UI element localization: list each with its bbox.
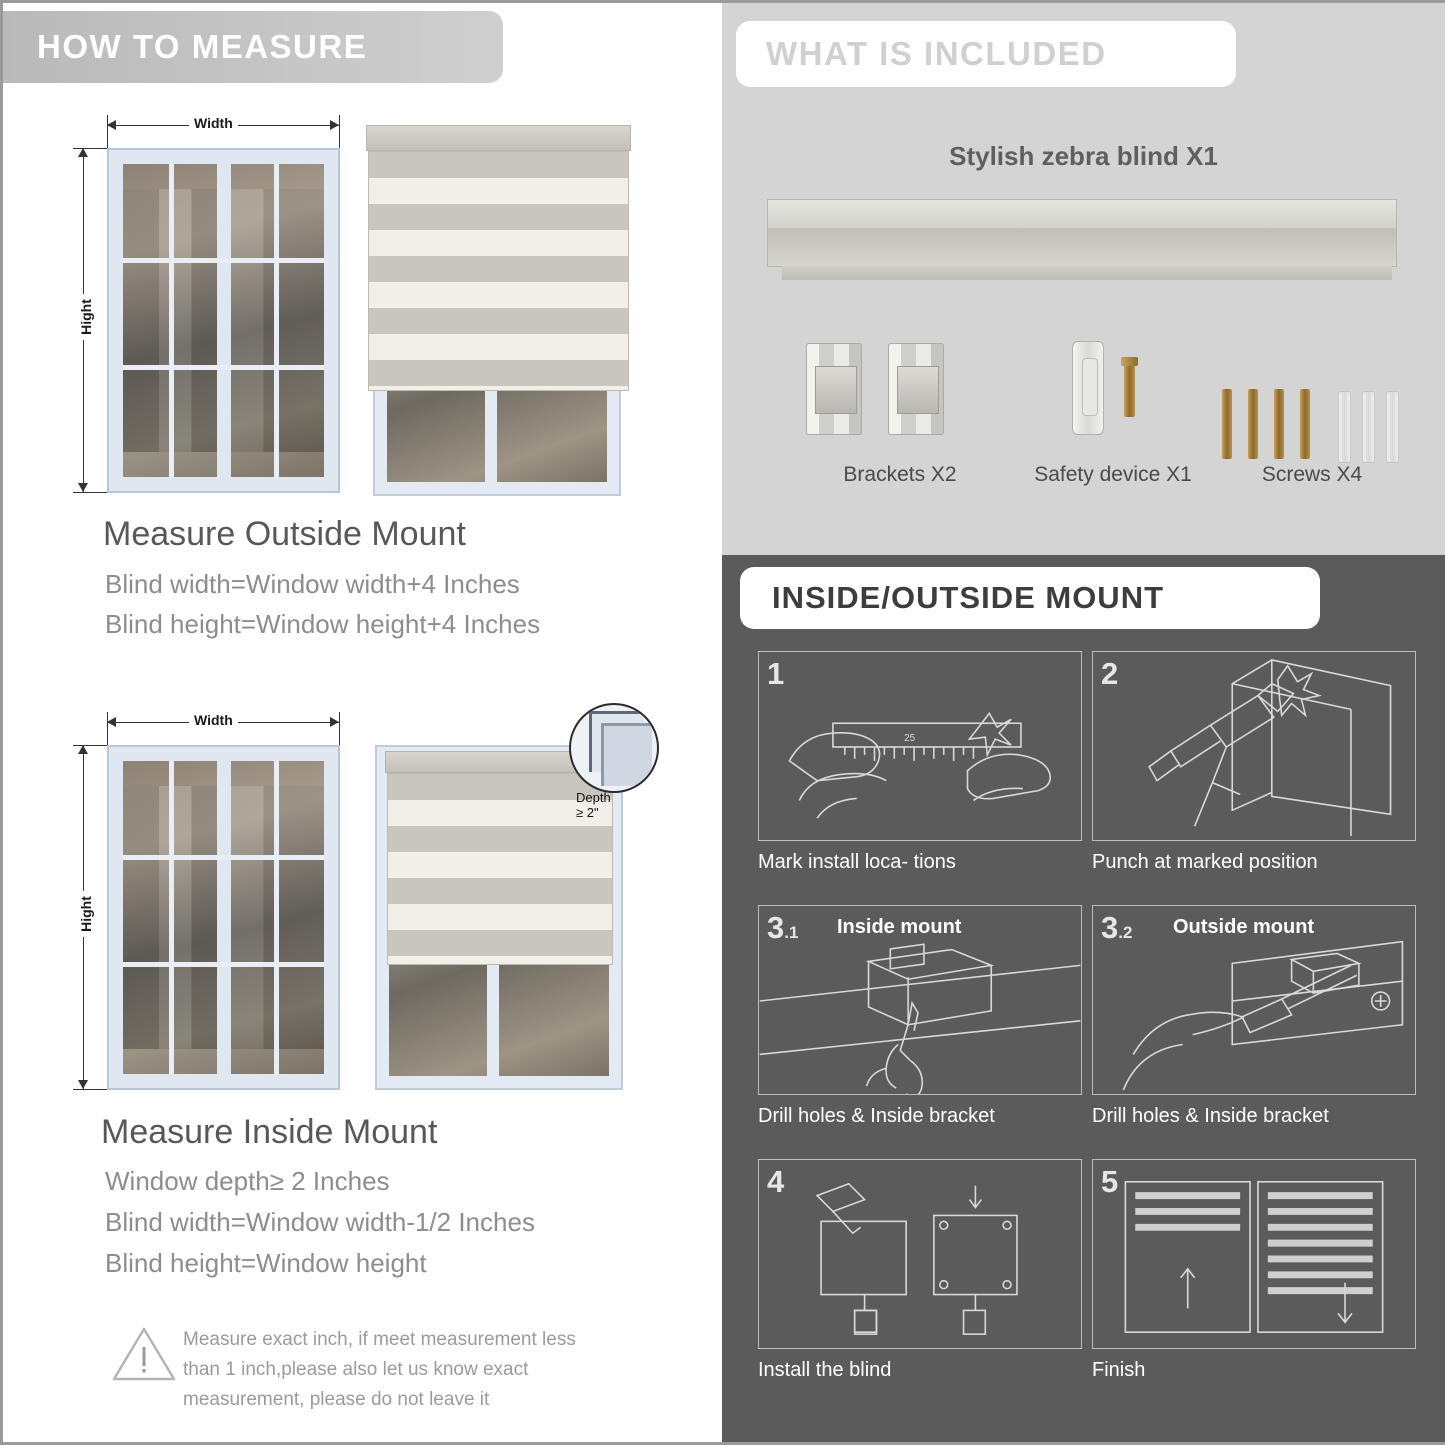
step-card-5 — [1092, 1159, 1416, 1349]
outside-window-mullion-v2 — [274, 164, 279, 477]
step-3-1-inline-label: Inside mount — [837, 916, 962, 938]
step-5-caption: Finish — [1092, 1359, 1146, 1381]
inside-outside-mount-title-text: INSIDE/OUTSIDE MOUNT — [772, 580, 1165, 615]
bracket-icon-1 — [806, 343, 862, 435]
step-1-sketch-measure-and-mark — [759, 652, 1081, 840]
step-card-1 — [758, 651, 1082, 841]
wall-anchor-icon-3 — [1386, 391, 1399, 463]
inside-height-arrow-up — [78, 745, 88, 754]
step-3-2-inline-label: Outside mount — [1173, 916, 1315, 938]
outside-height-tick-top — [73, 148, 107, 149]
inside-mount-line-1: Window depth≥ 2 Inches — [105, 1166, 390, 1196]
safety-device-caption: Safety device X1 — [1034, 463, 1192, 486]
brackets-part — [800, 343, 1000, 443]
how-to-measure-panel — [3, 3, 719, 1442]
outside-blind-headrail — [366, 125, 631, 151]
outside-height-arrow-up — [78, 148, 88, 157]
inside-width-tick-right — [339, 712, 340, 746]
screws-caption: Screws X4 — [1261, 463, 1363, 486]
how-to-measure-title-text: HOW TO MEASURE — [37, 28, 368, 65]
warning-line-1: Measure exact inch, if meet measurement less — [183, 1329, 576, 1350]
outside-mount-heading: Measure Outside Mount — [103, 515, 466, 553]
step-3-2-caption: Drill holes & Inside bracket — [1092, 1105, 1329, 1127]
step-4-caption: Install the blind — [758, 1359, 892, 1381]
outside-width-arrow-left — [107, 120, 116, 130]
brackets-caption: Brackets X2 — [843, 463, 957, 486]
outside-window-mullion-v1 — [169, 164, 174, 477]
step-2-sketch-drill — [1093, 652, 1415, 840]
what-is-included-title-text: WHAT IS INCLUDED — [766, 35, 1107, 72]
inside-width-arrow-right — [330, 717, 339, 727]
depth-detail-edge-inner — [601, 723, 652, 786]
step-1-caption: Mark install loca- tions — [758, 851, 956, 873]
depth-label: Depth ≥ 2" — [576, 790, 611, 820]
inside-window-mullion-h1 — [123, 855, 324, 860]
inside-mount-heading: Measure Inside Mount — [101, 1113, 438, 1151]
step-card-4 — [758, 1159, 1082, 1349]
inside-mount-line-2: Blind width=Window width-1/2 Inches — [105, 1207, 535, 1237]
step-2-caption: Punch at marked position — [1092, 851, 1318, 873]
warning-triangle-icon — [111, 1325, 177, 1383]
screw-icon-4 — [1300, 389, 1310, 459]
outside-height-label: Hight — [78, 294, 94, 340]
inside-outside-mount-panel — [722, 555, 1445, 1442]
inside-width-label: Width — [189, 712, 238, 728]
screw-icon-3 — [1274, 389, 1284, 459]
step-3-1-caption: Drill holes & Inside bracket — [758, 1105, 995, 1127]
step-5-sketch-finish — [1093, 1160, 1415, 1348]
inside-width-tick-left — [107, 712, 108, 746]
step-3-2-sketch-outside-bracket — [1093, 906, 1415, 1094]
inside-height-arrow-down — [78, 1080, 88, 1089]
outside-window-mullion-h2 — [123, 365, 324, 370]
inside-height-tick-bottom — [73, 1089, 107, 1090]
step-1-number: 1 — [767, 656, 785, 691]
step-4-number: 4 — [767, 1164, 785, 1199]
safety-screw-icon — [1124, 357, 1135, 417]
outside-blind-fabric — [368, 151, 629, 391]
outside-window-center-sash — [217, 164, 231, 477]
inside-height-tick-top — [73, 745, 107, 746]
wall-anchor-icon-2 — [1362, 391, 1375, 463]
screw-icon-2 — [1248, 389, 1258, 459]
screw-icon-1 — [1222, 389, 1232, 459]
step-card-3-1 — [758, 905, 1082, 1095]
outside-mount-line-1: Blind width=Window width+4 Inches — [105, 569, 520, 599]
step-card-2 — [1092, 651, 1416, 841]
included-main-item-label: Stylish zebra blind X1 — [949, 141, 1218, 171]
warning-line-3: measurement, please do not leave it — [183, 1389, 490, 1410]
inside-window-frame — [107, 745, 340, 1090]
step-4-sketch-install-blind — [759, 1160, 1081, 1348]
outside-width-tick-right — [339, 115, 340, 149]
safety-device-part — [1062, 341, 1152, 441]
outside-window-mullion-h1 — [123, 258, 324, 263]
outside-width-arrow-right — [330, 120, 339, 130]
step-card-3-2 — [1092, 905, 1416, 1095]
step-3-1-number: 3.1 — [767, 910, 799, 945]
wall-anchor-icon-1 — [1338, 391, 1351, 463]
warning-line-2: than 1 inch,please also let us know exact — [183, 1359, 529, 1380]
zebra-blind-headrail-product — [767, 199, 1397, 267]
outside-height-tick-bottom — [73, 492, 107, 493]
step-3-2-number: 3.2 — [1101, 910, 1133, 945]
outside-window-frame — [107, 148, 340, 493]
inside-window-center-sash — [217, 761, 231, 1074]
step-5-number: 5 — [1101, 1164, 1119, 1199]
safety-device-icon — [1072, 341, 1104, 435]
inside-window-mullion-v1 — [169, 761, 174, 1074]
what-is-included-title — [736, 21, 1236, 87]
inside-height-label: Hight — [78, 891, 94, 937]
svg-text:25: 25 — [904, 733, 916, 745]
inside-window-mullion-v2 — [274, 761, 279, 1074]
outside-width-tick-left — [107, 115, 108, 149]
what-is-included-panel — [722, 3, 1445, 555]
how-to-measure-title — [3, 11, 503, 83]
inside-window-mullion-h2 — [123, 962, 324, 967]
depth-detail-circle — [569, 703, 659, 793]
outside-height-arrow-down — [78, 483, 88, 492]
step-2-number: 2 — [1101, 656, 1119, 691]
inside-mount-line-3: Blind height=Window height — [105, 1248, 427, 1278]
inside-outside-mount-title — [740, 567, 1320, 629]
outside-width-label: Width — [189, 115, 238, 131]
outside-mount-line-2: Blind height=Window height+4 Inches — [105, 609, 541, 639]
screws-part — [1214, 341, 1414, 441]
bracket-icon-2 — [888, 343, 944, 435]
inside-width-arrow-left — [107, 717, 116, 727]
step-3-1-sketch-inside-bracket — [759, 906, 1081, 1094]
